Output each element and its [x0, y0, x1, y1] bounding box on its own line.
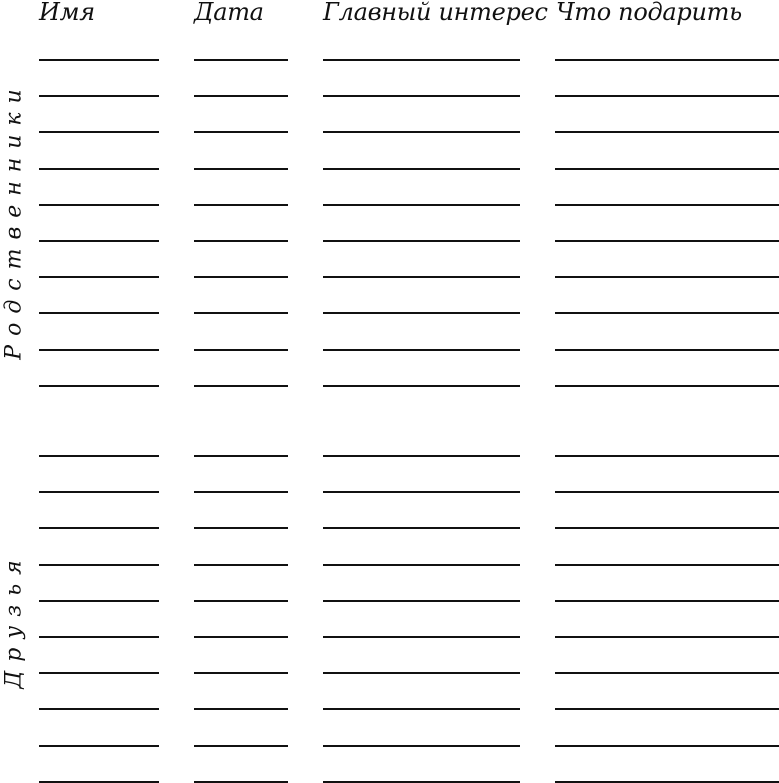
writing-line-friends-name-5	[39, 600, 159, 602]
writing-line-friends-gift-1	[555, 455, 779, 457]
writing-line-friends-interest-1	[323, 455, 520, 457]
writing-line-friends-name-7	[39, 672, 159, 674]
writing-line-relatives-gift-5	[555, 204, 779, 206]
writing-line-relatives-gift-9	[555, 349, 779, 351]
writing-line-relatives-interest-3	[323, 131, 520, 133]
writing-line-friends-name-2	[39, 491, 159, 493]
writing-line-friends-name-1	[39, 455, 159, 457]
writing-line-friends-gift-5	[555, 600, 779, 602]
header-name: Имя	[39, 0, 95, 26]
writing-line-friends-gift-9	[555, 745, 779, 747]
writing-line-friends-interest-4	[323, 564, 520, 566]
writing-line-relatives-date-9	[194, 349, 288, 351]
writing-line-relatives-name-7	[39, 276, 159, 278]
writing-line-relatives-date-8	[194, 312, 288, 314]
writing-line-relatives-name-6	[39, 240, 159, 242]
writing-line-relatives-interest-7	[323, 276, 520, 278]
writing-line-relatives-date-2	[194, 95, 288, 97]
header-gift: Что подарить	[556, 0, 742, 26]
writing-line-relatives-gift-3	[555, 131, 779, 133]
writing-line-friends-date-9	[194, 745, 288, 747]
writing-line-friends-name-4	[39, 564, 159, 566]
writing-line-relatives-name-2	[39, 95, 159, 97]
writing-line-relatives-interest-2	[323, 95, 520, 97]
writing-line-friends-gift-3	[555, 527, 779, 529]
writing-line-friends-date-2	[194, 491, 288, 493]
writing-line-relatives-gift-7	[555, 276, 779, 278]
writing-line-friends-interest-9	[323, 745, 520, 747]
writing-line-friends-date-4	[194, 564, 288, 566]
writing-line-friends-date-8	[194, 708, 288, 710]
writing-line-relatives-date-6	[194, 240, 288, 242]
writing-line-friends-name-6	[39, 636, 159, 638]
writing-line-friends-gift-7	[555, 672, 779, 674]
writing-line-relatives-interest-4	[323, 168, 520, 170]
writing-line-relatives-interest-8	[323, 312, 520, 314]
writing-line-friends-gift-8	[555, 708, 779, 710]
writing-line-friends-name-8	[39, 708, 159, 710]
writing-line-relatives-gift-6	[555, 240, 779, 242]
writing-line-friends-date-3	[194, 527, 288, 529]
writing-line-relatives-gift-2	[555, 95, 779, 97]
writing-line-relatives-interest-10	[323, 385, 520, 387]
writing-line-friends-gift-2	[555, 491, 779, 493]
writing-line-friends-interest-2	[323, 491, 520, 493]
writing-line-relatives-interest-1	[323, 59, 520, 61]
section-label-relatives: Родственники	[1, 80, 27, 360]
writing-line-relatives-gift-4	[555, 168, 779, 170]
section-label-friends: Друзья	[1, 551, 27, 689]
writing-line-relatives-gift-8	[555, 312, 779, 314]
writing-line-relatives-date-1	[194, 59, 288, 61]
writing-line-friends-interest-7	[323, 672, 520, 674]
writing-line-friends-date-5	[194, 600, 288, 602]
writing-line-relatives-date-10	[194, 385, 288, 387]
writing-line-relatives-interest-9	[323, 349, 520, 351]
header-date: Дата	[194, 0, 264, 26]
writing-line-friends-interest-5	[323, 600, 520, 602]
writing-line-relatives-name-8	[39, 312, 159, 314]
header-interest: Главный интерес	[323, 0, 548, 26]
writing-line-relatives-gift-1	[555, 59, 779, 61]
writing-line-relatives-name-9	[39, 349, 159, 351]
writing-line-relatives-name-4	[39, 168, 159, 170]
writing-line-friends-name-3	[39, 527, 159, 529]
writing-line-relatives-name-1	[39, 59, 159, 61]
writing-line-relatives-gift-10	[555, 385, 779, 387]
writing-line-relatives-name-10	[39, 385, 159, 387]
writing-line-friends-name-9	[39, 745, 159, 747]
writing-line-relatives-date-5	[194, 204, 288, 206]
writing-line-relatives-date-7	[194, 276, 288, 278]
writing-line-friends-gift-6	[555, 636, 779, 638]
writing-line-friends-date-7	[194, 672, 288, 674]
writing-line-relatives-name-5	[39, 204, 159, 206]
writing-line-relatives-interest-5	[323, 204, 520, 206]
writing-line-friends-date-1	[194, 455, 288, 457]
writing-line-friends-gift-4	[555, 564, 779, 566]
writing-line-relatives-name-3	[39, 131, 159, 133]
writing-line-relatives-date-4	[194, 168, 288, 170]
writing-line-relatives-interest-6	[323, 240, 520, 242]
writing-line-friends-date-6	[194, 636, 288, 638]
writing-line-friends-interest-8	[323, 708, 520, 710]
writing-line-friends-interest-6	[323, 636, 520, 638]
writing-line-friends-interest-3	[323, 527, 520, 529]
writing-line-relatives-date-3	[194, 131, 288, 133]
